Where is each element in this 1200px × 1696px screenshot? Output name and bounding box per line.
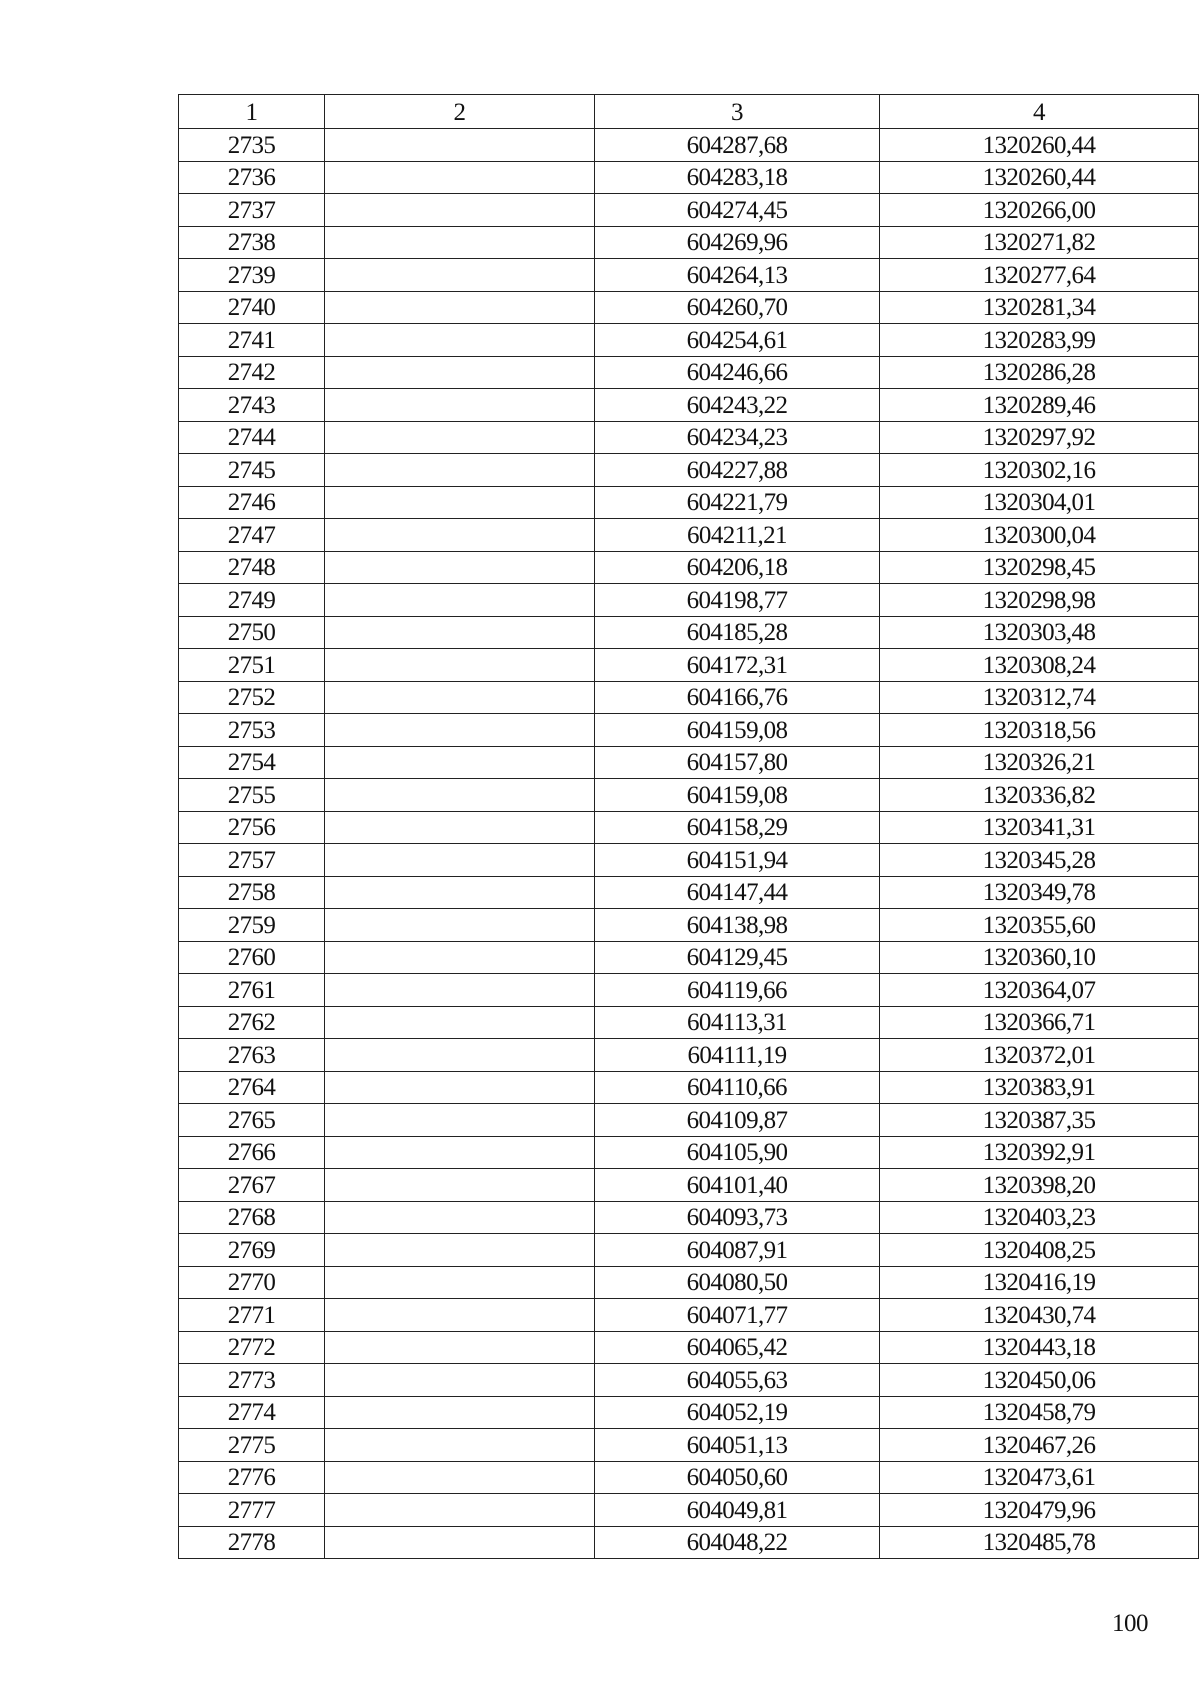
x-coordinate-cell: 604172,31 [595, 649, 880, 682]
table-row [179, 519, 1199, 552]
x-coordinate-cell: 604051,13 [595, 1429, 880, 1462]
table-row [179, 584, 1199, 617]
point-number-cell: 2774 [179, 1396, 325, 1429]
x-coordinate-cell: 604055,63 [595, 1364, 880, 1397]
description-cell [325, 161, 595, 194]
description-cell [325, 1201, 595, 1234]
point-number-cell: 2765 [179, 1104, 325, 1137]
y-coordinate-cell: 1320450,06 [880, 1364, 1199, 1397]
point-number-cell: 2769 [179, 1234, 325, 1267]
coordinates-table-container [178, 94, 1198, 1559]
y-coordinate-cell: 1320360,10 [880, 941, 1199, 974]
description-cell [325, 1299, 595, 1332]
x-coordinate-cell: 604198,77 [595, 584, 880, 617]
point-number-cell: 2739 [179, 259, 325, 292]
table-body [179, 129, 1199, 1559]
y-coordinate-cell: 1320266,00 [880, 194, 1199, 227]
y-coordinate-cell: 1320416,19 [880, 1266, 1199, 1299]
description-cell [325, 519, 595, 552]
table-row [179, 551, 1199, 584]
table-row [179, 1526, 1199, 1559]
point-number-cell: 2778 [179, 1526, 325, 1559]
description-cell [325, 1234, 595, 1267]
point-number-cell: 2754 [179, 746, 325, 779]
point-number-cell: 2741 [179, 324, 325, 357]
x-coordinate-cell: 604246,66 [595, 356, 880, 389]
y-coordinate-cell: 1320326,21 [880, 746, 1199, 779]
x-coordinate-cell: 604087,91 [595, 1234, 880, 1267]
x-coordinate-cell: 604254,61 [595, 324, 880, 357]
y-coordinate-cell: 1320485,78 [880, 1526, 1199, 1559]
x-coordinate-cell: 604157,80 [595, 746, 880, 779]
point-number-cell: 2771 [179, 1299, 325, 1332]
point-number-cell: 2735 [179, 129, 325, 162]
description-cell [325, 649, 595, 682]
description-cell [325, 941, 595, 974]
description-cell [325, 1136, 595, 1169]
table-row [179, 259, 1199, 292]
x-coordinate-cell: 604138,98 [595, 909, 880, 942]
description-cell [325, 1461, 595, 1494]
description-cell [325, 1039, 595, 1072]
description-cell [325, 909, 595, 942]
x-coordinate-cell: 604283,18 [595, 161, 880, 194]
point-number-cell: 2748 [179, 551, 325, 584]
point-number-cell: 2744 [179, 421, 325, 454]
table-row [179, 1104, 1199, 1137]
y-coordinate-cell: 1320355,60 [880, 909, 1199, 942]
description-cell [325, 259, 595, 292]
x-coordinate-cell: 604159,08 [595, 779, 880, 812]
x-coordinate-cell: 604243,22 [595, 389, 880, 422]
table-row [179, 1494, 1199, 1527]
y-coordinate-cell: 1320286,28 [880, 356, 1199, 389]
table-row [179, 1396, 1199, 1429]
x-coordinate-cell: 604159,08 [595, 714, 880, 747]
point-number-cell: 2768 [179, 1201, 325, 1234]
point-number-cell: 2770 [179, 1266, 325, 1299]
description-cell [325, 1396, 595, 1429]
x-coordinate-cell: 604260,70 [595, 291, 880, 324]
point-number-cell: 2759 [179, 909, 325, 942]
description-cell [325, 226, 595, 259]
description-cell [325, 356, 595, 389]
x-coordinate-cell: 604052,19 [595, 1396, 880, 1429]
point-number-cell: 2760 [179, 941, 325, 974]
point-number-cell: 2767 [179, 1169, 325, 1202]
point-number-cell: 2751 [179, 649, 325, 682]
table-row [179, 1201, 1199, 1234]
y-coordinate-cell: 1320302,16 [880, 454, 1199, 487]
y-coordinate-cell: 1320260,44 [880, 129, 1199, 162]
y-coordinate-cell: 1320430,74 [880, 1299, 1199, 1332]
point-number-cell: 2740 [179, 291, 325, 324]
point-number-cell: 2736 [179, 161, 325, 194]
description-cell [325, 1526, 595, 1559]
point-number-cell: 2752 [179, 681, 325, 714]
point-number-cell: 2757 [179, 844, 325, 877]
point-number-cell: 2763 [179, 1039, 325, 1072]
y-coordinate-cell: 1320308,24 [880, 649, 1199, 682]
x-coordinate-cell: 604071,77 [595, 1299, 880, 1332]
y-coordinate-cell: 1320467,26 [880, 1429, 1199, 1462]
description-cell [325, 291, 595, 324]
table-row [179, 649, 1199, 682]
description-cell [325, 324, 595, 357]
table-row [179, 486, 1199, 519]
table-row [179, 324, 1199, 357]
description-cell [325, 974, 595, 1007]
y-coordinate-cell: 1320283,99 [880, 324, 1199, 357]
point-number-cell: 2777 [179, 1494, 325, 1527]
y-coordinate-cell: 1320298,98 [880, 584, 1199, 617]
description-cell [325, 584, 595, 617]
point-number-cell: 2756 [179, 811, 325, 844]
y-coordinate-cell: 1320298,45 [880, 551, 1199, 584]
point-number-cell: 2755 [179, 779, 325, 812]
y-coordinate-cell: 1320303,48 [880, 616, 1199, 649]
x-coordinate-cell: 604166,76 [595, 681, 880, 714]
y-coordinate-cell: 1320345,28 [880, 844, 1199, 877]
x-coordinate-cell: 604093,73 [595, 1201, 880, 1234]
point-number-cell: 2746 [179, 486, 325, 519]
description-cell [325, 746, 595, 779]
x-coordinate-cell: 604119,66 [595, 974, 880, 1007]
y-coordinate-cell: 1320336,82 [880, 779, 1199, 812]
table-row [179, 974, 1199, 1007]
description-cell [325, 714, 595, 747]
table-row [179, 1234, 1199, 1267]
description-cell [325, 876, 595, 909]
y-coordinate-cell: 1320297,92 [880, 421, 1199, 454]
point-number-cell: 2758 [179, 876, 325, 909]
column-header-3: 3 [595, 95, 880, 129]
x-coordinate-cell: 604110,66 [595, 1071, 880, 1104]
table-row [179, 1006, 1199, 1039]
table-row [179, 909, 1199, 942]
y-coordinate-cell: 1320398,20 [880, 1169, 1199, 1202]
table-row [179, 389, 1199, 422]
table-row [179, 746, 1199, 779]
x-coordinate-cell: 604158,29 [595, 811, 880, 844]
table-header-row [179, 95, 1199, 129]
table-row [179, 1429, 1199, 1462]
x-coordinate-cell: 604129,45 [595, 941, 880, 974]
y-coordinate-cell: 1320289,46 [880, 389, 1199, 422]
y-coordinate-cell: 1320341,31 [880, 811, 1199, 844]
description-cell [325, 421, 595, 454]
y-coordinate-cell: 1320349,78 [880, 876, 1199, 909]
description-cell [325, 194, 595, 227]
description-cell [325, 811, 595, 844]
x-coordinate-cell: 604147,44 [595, 876, 880, 909]
table-row [179, 876, 1199, 909]
point-number-cell: 2742 [179, 356, 325, 389]
x-coordinate-cell: 604211,21 [595, 519, 880, 552]
y-coordinate-cell: 1320473,61 [880, 1461, 1199, 1494]
y-coordinate-cell: 1320372,01 [880, 1039, 1199, 1072]
x-coordinate-cell: 604065,42 [595, 1331, 880, 1364]
point-number-cell: 2737 [179, 194, 325, 227]
y-coordinate-cell: 1320271,82 [880, 226, 1199, 259]
y-coordinate-cell: 1320366,71 [880, 1006, 1199, 1039]
y-coordinate-cell: 1320392,91 [880, 1136, 1199, 1169]
point-number-cell: 2766 [179, 1136, 325, 1169]
table-row [179, 1364, 1199, 1397]
y-coordinate-cell: 1320304,01 [880, 486, 1199, 519]
x-coordinate-cell: 604048,22 [595, 1526, 880, 1559]
x-coordinate-cell: 604050,60 [595, 1461, 880, 1494]
table-row [179, 194, 1199, 227]
description-cell [325, 1494, 595, 1527]
description-cell [325, 779, 595, 812]
y-coordinate-cell: 1320408,25 [880, 1234, 1199, 1267]
table-row [179, 616, 1199, 649]
table-row [179, 681, 1199, 714]
table-row [179, 1071, 1199, 1104]
y-coordinate-cell: 1320403,23 [880, 1201, 1199, 1234]
table-row [179, 714, 1199, 747]
table-row [179, 1136, 1199, 1169]
page-number: 100 [1112, 1610, 1148, 1637]
x-coordinate-cell: 604234,23 [595, 421, 880, 454]
y-coordinate-cell: 1320300,04 [880, 519, 1199, 552]
table-row [179, 129, 1199, 162]
y-coordinate-cell: 1320387,35 [880, 1104, 1199, 1137]
x-coordinate-cell: 604113,31 [595, 1006, 880, 1039]
point-number-cell: 2761 [179, 974, 325, 1007]
column-header-1: 1 [179, 95, 325, 129]
y-coordinate-cell: 1320364,07 [880, 974, 1199, 1007]
table-row [179, 1331, 1199, 1364]
x-coordinate-cell: 604105,90 [595, 1136, 880, 1169]
x-coordinate-cell: 604185,28 [595, 616, 880, 649]
table-row [179, 941, 1199, 974]
table-row [179, 844, 1199, 877]
x-coordinate-cell: 604151,94 [595, 844, 880, 877]
description-cell [325, 389, 595, 422]
x-coordinate-cell: 604287,68 [595, 129, 880, 162]
x-coordinate-cell: 604274,45 [595, 194, 880, 227]
point-number-cell: 2750 [179, 616, 325, 649]
description-cell [325, 616, 595, 649]
point-number-cell: 2764 [179, 1071, 325, 1104]
y-coordinate-cell: 1320318,56 [880, 714, 1199, 747]
y-coordinate-cell: 1320281,34 [880, 291, 1199, 324]
table-row [179, 1039, 1199, 1072]
description-cell [325, 1331, 595, 1364]
table-row [179, 291, 1199, 324]
description-cell [325, 1364, 595, 1397]
y-coordinate-cell: 1320458,79 [880, 1396, 1199, 1429]
y-coordinate-cell: 1320443,18 [880, 1331, 1199, 1364]
description-cell [325, 844, 595, 877]
description-cell [325, 1104, 595, 1137]
table-row [179, 779, 1199, 812]
table-row [179, 161, 1199, 194]
point-number-cell: 2749 [179, 584, 325, 617]
x-coordinate-cell: 604109,87 [595, 1104, 880, 1137]
table-row [179, 356, 1199, 389]
table-row [179, 1461, 1199, 1494]
point-number-cell: 2738 [179, 226, 325, 259]
table-row [179, 454, 1199, 487]
point-number-cell: 2753 [179, 714, 325, 747]
point-number-cell: 2775 [179, 1429, 325, 1462]
x-coordinate-cell: 604206,18 [595, 551, 880, 584]
description-cell [325, 486, 595, 519]
description-cell [325, 1429, 595, 1462]
point-number-cell: 2745 [179, 454, 325, 487]
x-coordinate-cell: 604221,79 [595, 486, 880, 519]
description-cell [325, 681, 595, 714]
description-cell [325, 1006, 595, 1039]
y-coordinate-cell: 1320383,91 [880, 1071, 1199, 1104]
y-coordinate-cell: 1320277,64 [880, 259, 1199, 292]
coordinates-table [178, 94, 1199, 1559]
x-coordinate-cell: 604227,88 [595, 454, 880, 487]
table-row [179, 1299, 1199, 1332]
table-row [179, 1169, 1199, 1202]
description-cell [325, 1266, 595, 1299]
description-cell [325, 454, 595, 487]
x-coordinate-cell: 604111,19 [595, 1039, 880, 1072]
x-coordinate-cell: 604101,40 [595, 1169, 880, 1202]
table-row [179, 811, 1199, 844]
column-header-2: 2 [325, 95, 595, 129]
y-coordinate-cell: 1320312,74 [880, 681, 1199, 714]
table-row [179, 226, 1199, 259]
point-number-cell: 2747 [179, 519, 325, 552]
x-coordinate-cell: 604269,96 [595, 226, 880, 259]
x-coordinate-cell: 604264,13 [595, 259, 880, 292]
description-cell [325, 129, 595, 162]
point-number-cell: 2762 [179, 1006, 325, 1039]
description-cell [325, 1071, 595, 1104]
description-cell [325, 551, 595, 584]
table-row [179, 421, 1199, 454]
y-coordinate-cell: 1320479,96 [880, 1494, 1199, 1527]
description-cell [325, 1169, 595, 1202]
table-row [179, 1266, 1199, 1299]
point-number-cell: 2776 [179, 1461, 325, 1494]
point-number-cell: 2772 [179, 1331, 325, 1364]
column-header-4: 4 [880, 95, 1199, 129]
y-coordinate-cell: 1320260,44 [880, 161, 1199, 194]
point-number-cell: 2743 [179, 389, 325, 422]
x-coordinate-cell: 604049,81 [595, 1494, 880, 1527]
x-coordinate-cell: 604080,50 [595, 1266, 880, 1299]
point-number-cell: 2773 [179, 1364, 325, 1397]
